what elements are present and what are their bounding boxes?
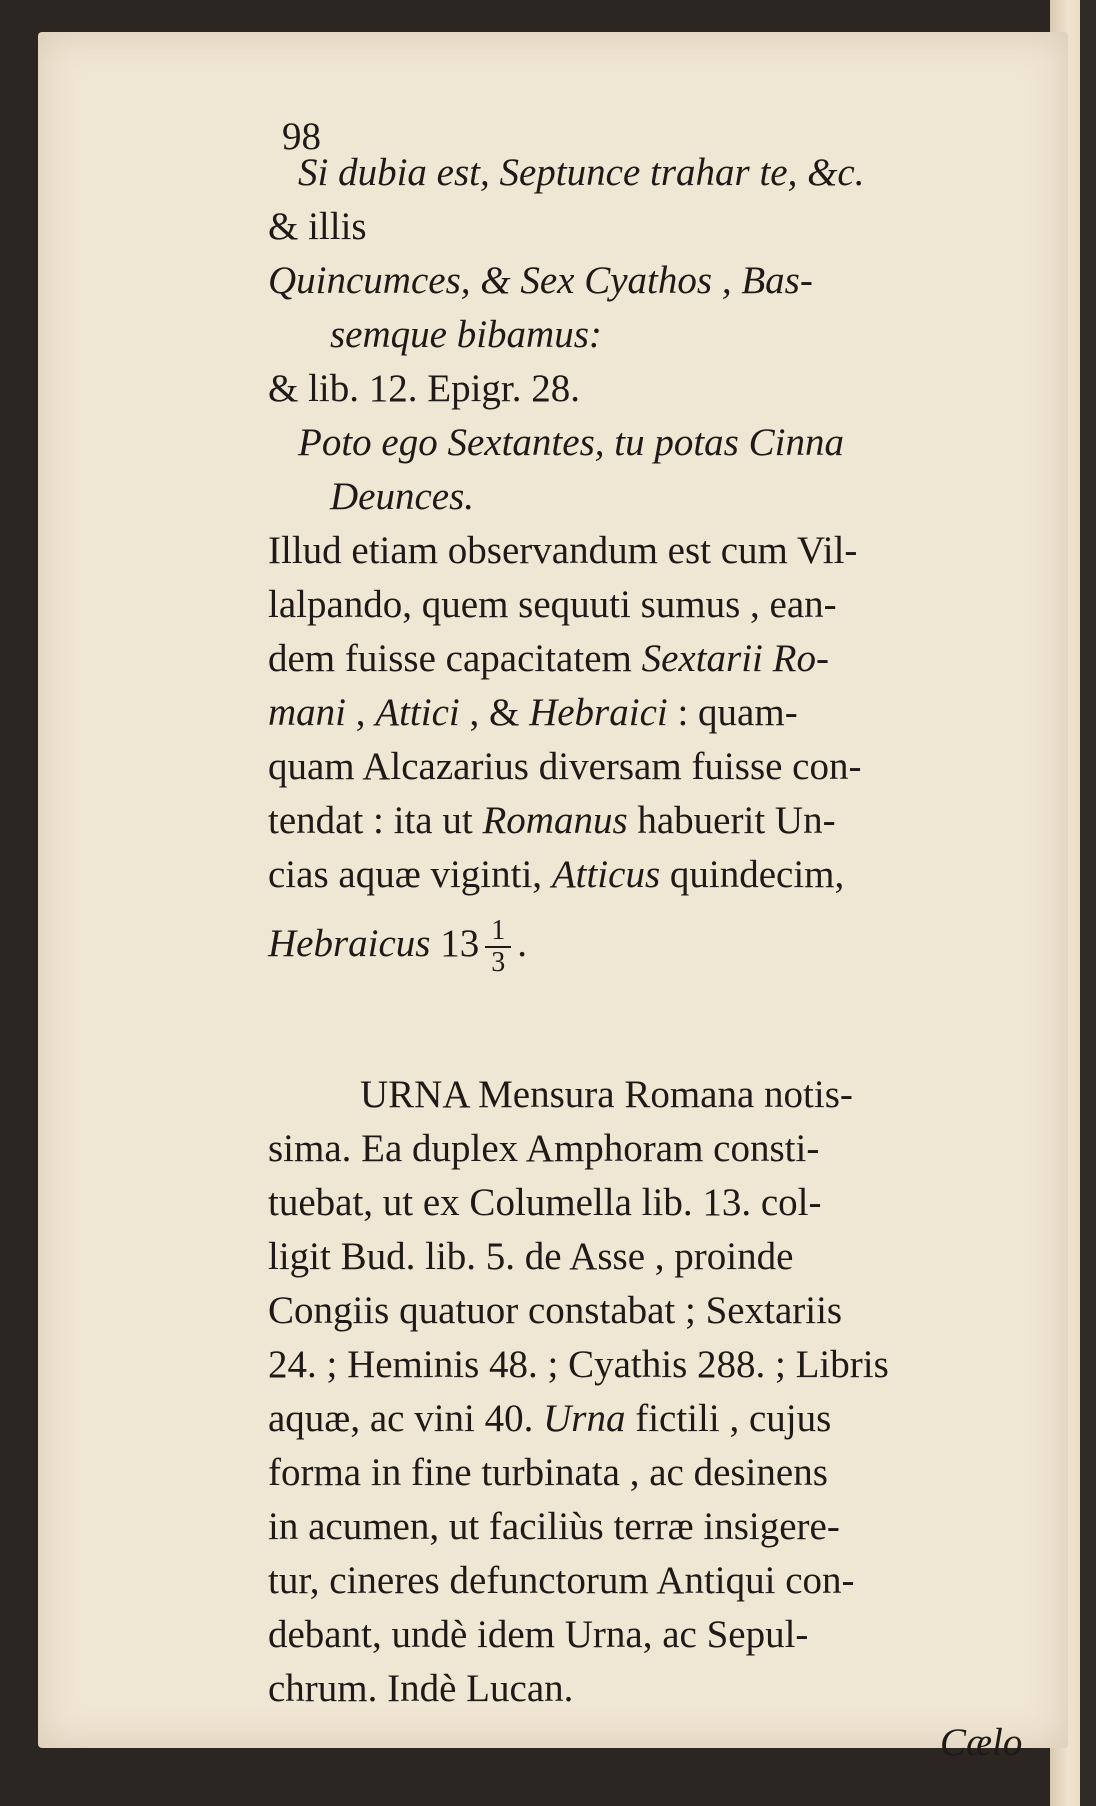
text-line: & lib. 12. Epigr. 28. (268, 367, 580, 410)
text-line: chrum. Indè Lucan. (268, 1667, 574, 1710)
text-run: 13 (430, 921, 480, 965)
text-line: tuebat, ut ex Columella lib. 13. col- (268, 1181, 822, 1224)
text-line: ligit Bud. lib. 5. de Asse , proinde (268, 1235, 794, 1278)
text-run: cias aquæ viginti, (268, 853, 552, 896)
text-line (268, 794, 1028, 848)
fraction (485, 916, 511, 978)
italic-term: Urna (543, 1397, 626, 1440)
text-line (268, 686, 1028, 740)
text-line (268, 848, 1028, 902)
text-line (268, 916, 1028, 978)
italic-term: Sextarii Ro- (641, 637, 829, 680)
text-line: lalpando, quem sequuti sumus , ean- (268, 583, 837, 626)
verse-line: Deunces. (330, 475, 475, 518)
text-run: habuerit Un- (627, 799, 836, 842)
text-run: fictili , cujus (625, 1397, 832, 1440)
paragraph-gap (268, 978, 1028, 1068)
text-run: . (517, 921, 527, 965)
text-line: forma in fine turbinata , ac desinens (268, 1451, 828, 1494)
text-line: URNA Mensura Romana notis- (360, 1073, 853, 1116)
page-number: 98 (282, 115, 321, 158)
italic-term: Atticus (551, 853, 661, 896)
text-run: , & (459, 691, 530, 734)
text-run: dem fuisse capacitatem (268, 637, 642, 680)
text-line: Illud etiam observandum est cum Vil- (268, 529, 858, 572)
text-line: tur, cineres defunctorum Antiqui con- (268, 1559, 855, 1602)
italic-term: mani (268, 691, 346, 734)
fraction-numerator: 1 (485, 916, 511, 948)
text-run: quindecim, (660, 853, 845, 896)
text-line: in acumen, ut faciliùs terræ insigere- (268, 1505, 840, 1548)
text-run: aquæ, ac vini 40. (268, 1397, 544, 1440)
verse-line: Quincumces, & Sex Cyathos , Bas- (268, 259, 813, 302)
italic-term: Hebraici (529, 691, 668, 734)
italic-term: Attici (375, 691, 460, 734)
page-text (268, 110, 1028, 1770)
text-line: Congiis quatuor constabat ; Sextariis (268, 1289, 843, 1332)
verse-line: Poto ego Sextantes, tu potas Cinna (298, 421, 844, 464)
text-line: debant, undè idem Urna, ac Sepul- (268, 1613, 809, 1656)
text-line: 24. ; Heminis 48. ; Cyathis 288. ; Libris (268, 1343, 889, 1386)
catchword: Cælo (940, 1721, 1023, 1764)
verse-line: semque bibamus: (330, 313, 602, 356)
text-run: tendat : ita ut (268, 799, 483, 842)
text-run: , (346, 691, 376, 734)
text-line: quam Alcazarius diversam fuisse con- (268, 745, 862, 788)
binding-strip (1080, 0, 1096, 1806)
text-run: : quam- (667, 691, 798, 734)
text-line (268, 1392, 1028, 1446)
text-line (268, 632, 1028, 686)
text-line: sima. Ea duplex Amphoram consti- (268, 1127, 820, 1170)
fraction-denominator: 3 (491, 947, 506, 978)
italic-term: Romanus (482, 799, 628, 842)
text-line: & illis (268, 205, 367, 248)
italic-term: Hebraicus (268, 921, 431, 965)
verse-line: Si dubia est, Septunce trahar te, &c. (298, 151, 865, 194)
